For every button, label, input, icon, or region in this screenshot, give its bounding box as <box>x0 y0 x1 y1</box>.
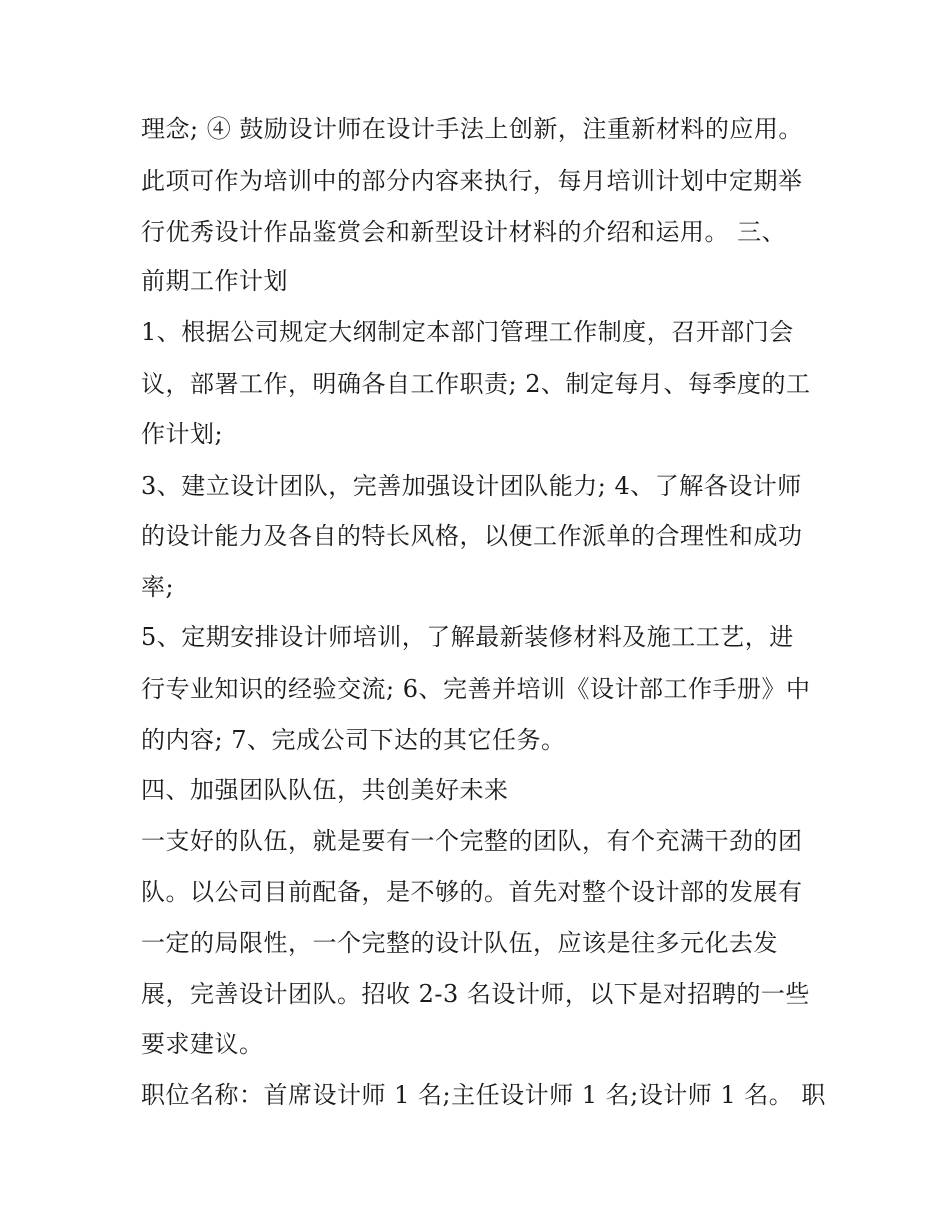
text-line: 5、定期安排设计师培训，了解最新装修材料及施工工艺，进 <box>141 623 794 651</box>
text-line: 四、加强团队队伍，共创美好未来 <box>141 776 509 804</box>
text-line: 要求建议。 <box>141 1030 264 1058</box>
text-line: 展，完善设计团队。招收 2-3 名设计师，以下是对招聘的一些 <box>141 980 810 1008</box>
text-line: 此项可作为培训中的部分内容来执行，每月培训计划中定期举 <box>141 167 803 195</box>
text-line: 行优秀设计作品鉴赏会和新型设计材料的介绍和运用。 三、 <box>141 218 787 246</box>
text-line: 职位名称：首席设计师 1 名;主任设计师 1 名;设计师 1 名。 职 <box>141 1081 826 1109</box>
text-line: 的设计能力及各自的特长风格，以便工作派单的合理性和成功 <box>141 522 803 550</box>
text-line: 队。以公司目前配备，是不够的。首先对整个设计部的发展有 <box>141 878 803 906</box>
text-line: 一定的局限性，一个完整的设计队伍，应该是往多元化去发 <box>141 929 778 957</box>
text-line: 理念; ④ 鼓励设计师在设计手法上创新，注重新材料的应用。 <box>141 115 803 143</box>
text-line: 1、根据公司规定大纲制定本部门管理工作制度，召开部门会 <box>141 318 794 346</box>
text-line: 的内容; 7、完成公司下达的其它任务。 <box>141 726 566 754</box>
text-line: 作计划; <box>141 420 224 448</box>
text-line: 一支好的队伍，就是要有一个完整的团队，有个充满干劲的团 <box>141 827 803 855</box>
text-line: 率; <box>141 573 175 601</box>
text-line: 前期工作计划 <box>141 267 288 295</box>
text-line: 议，部署工作，明确各自工作职责; 2、制定每月、每季度的工 <box>141 370 811 398</box>
text-line: 行专业知识的经验交流; 6、完善并培训《设计部工作手册》中 <box>141 675 811 703</box>
text-line: 3、建立设计团队，完善加强设计团队能力; 4、了解各设计师 <box>141 472 802 500</box>
